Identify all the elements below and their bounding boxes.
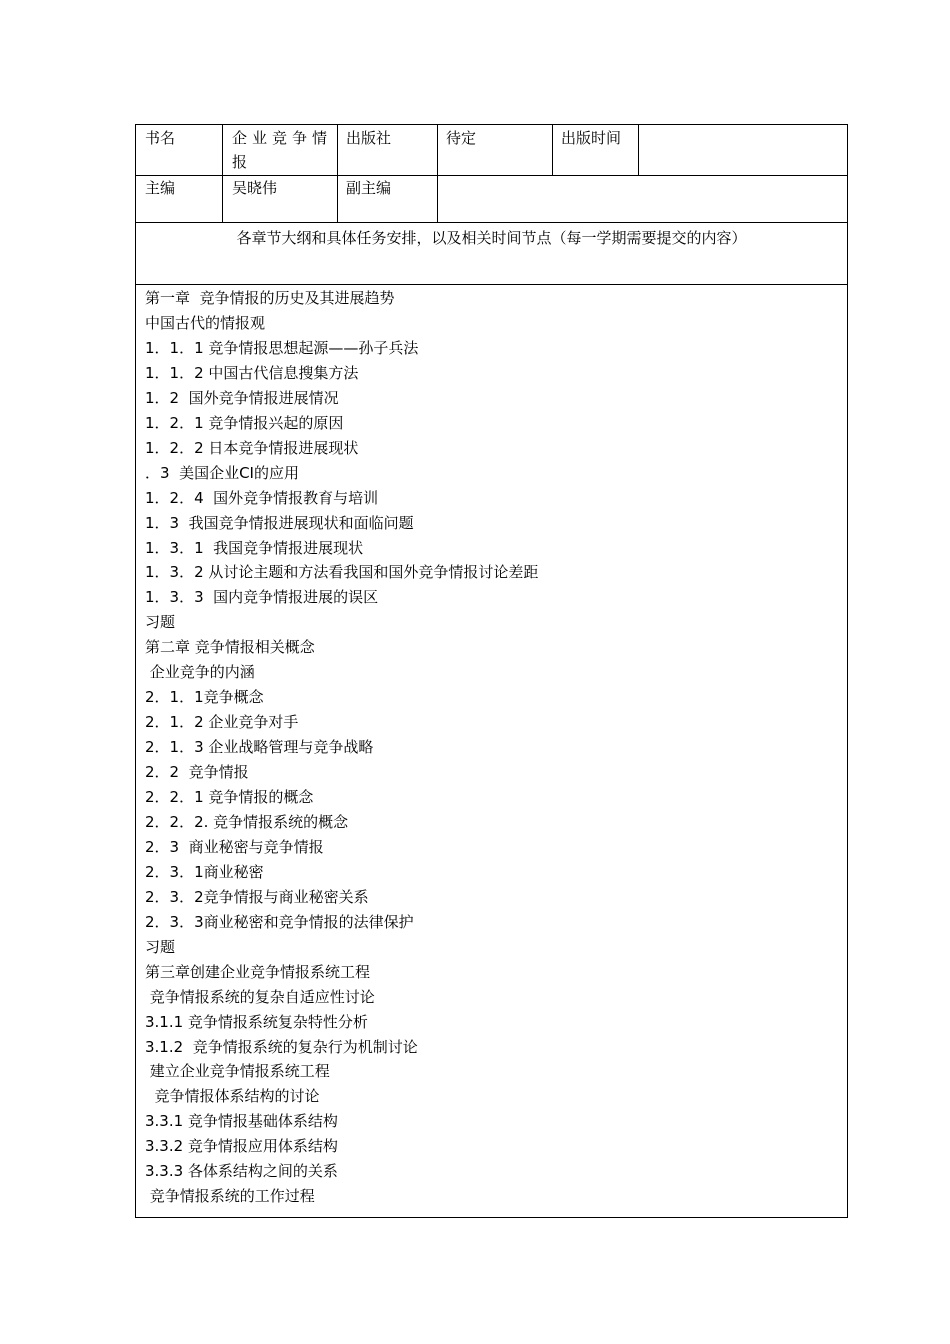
outline-item: 2．3．1商业秘密 [145, 862, 264, 881]
outline-item: 1．2．1 竞争情报兴起的原因 [145, 413, 344, 432]
outline-item: 3.3.1 竞争情报基础体系结构 [145, 1112, 338, 1131]
row-divider [136, 222, 847, 223]
outline-item: 1．3．1 我国竞争情报进展现状 [145, 538, 364, 557]
book-title-line1: 企业竞争情 [232, 129, 333, 147]
book-info-table [135, 124, 848, 1218]
outline-item: 3.1.2 竞争情报系统的复杂行为机制讨论 [145, 1037, 418, 1056]
outline-item: 1．2．2 日本竞争情报进展现状 [145, 438, 359, 457]
outline-item: 第一章 竞争情报的历史及其进展趋势 [145, 289, 395, 307]
outline-item: 第二章 竞争情报相关概念 [145, 638, 315, 657]
outline-item: 2．2．1 竞争情报的概念 [145, 788, 314, 806]
editor-value: 吴晓伟 [232, 179, 278, 197]
outline-item: 2．3．2竞争情报与商业秘密关系 [145, 887, 369, 906]
column-divider [222, 125, 223, 222]
book-title-line2: 报 [232, 153, 253, 171]
outline-item: 3.3.3 各体系结构之间的关系 [145, 1162, 338, 1181]
column-divider [552, 125, 553, 175]
section-heading: 各章节大纲和具体任务安排，以及相关时间节点（每一学期需要提交的内容） [236, 229, 747, 247]
outline-item: 2．1．1竞争概念 [145, 688, 264, 707]
row-divider [136, 284, 847, 285]
publisher-value: 待定 [446, 129, 477, 147]
column-divider [638, 125, 639, 175]
outline-item: 中国古代的情报观 [145, 313, 266, 332]
outline-item: 1．2．4 国外竞争情报教育与培训 [145, 488, 379, 507]
outline-item: 建立企业竞争情报系统工程 [145, 1062, 330, 1081]
publisher-label: 出版社 [346, 129, 392, 147]
outline-item: 竞争情报体系结构的讨论 [145, 1087, 320, 1106]
book-title-value [232, 126, 344, 174]
outline-item: 1．1．2 中国古代信息搜集方法 [145, 363, 359, 382]
outline-item: 1．3．2 从讨论主题和方法看我国和国外竞争情报讨论差距 [145, 563, 539, 582]
outline-item: 3.3.2 竞争情报应用体系结构 [145, 1137, 338, 1156]
outline-item: 第三章创建企业竞争情报系统工程 [145, 962, 371, 981]
outline-item: 2．2．2. 竞争情报系统的概念 [145, 812, 349, 831]
outline-item: 2．1．2 企业竞争对手 [145, 713, 299, 732]
outline-item: 竞争情报系统的工作过程 [145, 1187, 315, 1206]
outline-item: 1．3．3 国内竞争情报进展的误区 [145, 588, 379, 607]
outline-item: 竞争情报系统的复杂自适应性讨论 [145, 987, 375, 1006]
pub-time-label: 出版时间 [561, 129, 622, 147]
outline-item: 2．3．3商业秘密和竞争情报的法律保护 [145, 912, 414, 931]
outline-item: 习题 [145, 613, 176, 632]
outline-item: 2．1．3 企业战略管理与竞争战略 [145, 738, 374, 757]
outline-item: ．3 美国企业CI的应用 [145, 463, 299, 482]
outline-item: 习题 [145, 937, 176, 956]
outline-item: 1．1．1 竞争情报思想起源——孙子兵法 [145, 338, 419, 357]
outline-item: 3.1.1 竞争情报系统复杂特性分析 [145, 1012, 368, 1031]
outline-item: 1．3 我国竞争情报进展现状和面临问题 [145, 513, 414, 532]
outline-item: 2．2 竞争情报 [145, 763, 249, 782]
outline-item: 企业竞争的内涵 [145, 663, 255, 682]
outline-item: 2．3 商业秘密与竞争情报 [145, 837, 324, 856]
book-name-label: 书名 [145, 129, 176, 147]
deputy-editor-label: 副主编 [346, 179, 392, 197]
outline-item: 1．2 国外竞争情报进展情况 [145, 388, 339, 407]
column-divider [437, 125, 438, 222]
editor-label: 主编 [145, 179, 176, 197]
